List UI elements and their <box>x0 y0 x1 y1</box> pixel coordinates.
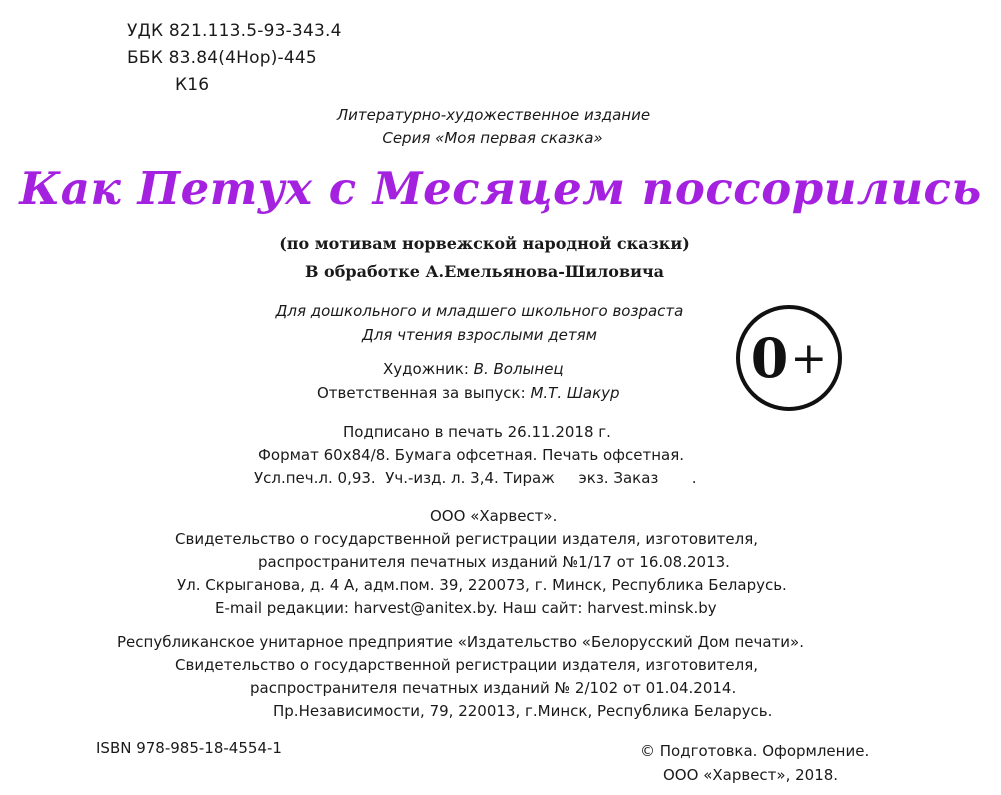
responsible-credit <box>317 382 620 405</box>
publisher-line: Свидетельство о государственной регистрации издателя, изготовителя, <box>175 530 758 548</box>
artist-name: В. Волынец <box>473 360 564 378</box>
bbk-code: ББК 83.84(4Нор)-445 <box>127 48 317 68</box>
adaptation-credit: В обработке А.Емельянова-Шиловича <box>304 262 665 281</box>
artist-credit <box>383 358 564 381</box>
age-rating-number: 0 <box>750 326 789 390</box>
publisher-line: ООО «Харвест». <box>430 507 558 525</box>
printer-line: распространителя печатных изданий № 2/102 от 01.04.2014. <box>250 679 737 697</box>
age-rating-badge <box>736 305 842 411</box>
audience-line: Для чтения взрослыми детям <box>362 326 597 344</box>
series-name: Серия «Моя первая сказка» <box>382 129 603 147</box>
udk-code: УДК 821.113.5-93-343.4 <box>127 21 342 41</box>
audience-line: Для дошкольного и младшего школьного возраста <box>275 302 684 320</box>
responsible-label: Ответственная за выпуск: <box>317 384 526 402</box>
publisher-line: E-mail редакции: harvest@anitex.by. Наш сайт: harvest.minsk.by <box>215 599 717 617</box>
book-title: Как Петух с Месяцем поссорились <box>19 162 982 215</box>
publisher-line: Ул. Скрыганова, д. 4 А, адм.пом. 39, 220073, г. Минск, Республика Беларусь. <box>177 576 787 594</box>
printer-line: Свидетельство о государственной регистрации издателя, изготовителя, <box>175 656 758 674</box>
edition-type: Литературно-художественное издание <box>336 106 651 124</box>
print-info-line: Подписано в печать 26.11.2018 г. <box>343 423 611 441</box>
copyright-line: ООО «Харвест», 2018. <box>663 766 839 784</box>
age-rating-plus: + <box>790 332 828 384</box>
printer-line: Пр.Независимости, 79, 220013, г.Минск, Республика Беларусь. <box>273 702 773 720</box>
copyright-line: © Подготовка. Оформление. <box>640 742 870 760</box>
print-info-line: Формат 60x84/8. Бумага офсетная. Печать офсетная. <box>258 446 685 464</box>
isbn: ISBN 978-985-18-4554-1 <box>96 739 282 757</box>
publisher-line: распространителя печатных изданий №1/17 от 16.08.2013. <box>258 553 730 571</box>
artist-label: Художник: <box>383 360 469 378</box>
printer-line: Республиканское унитарное предприятие «Издательство «Белорусский Дом печати». <box>117 633 804 651</box>
subtitle: (по мотивам норвежской народной сказки) <box>279 234 690 253</box>
responsible-name: М.Т. Шакур <box>530 384 620 402</box>
author-mark: К16 <box>175 75 210 95</box>
print-info-line: Усл.печ.л. 0,93. Уч.-изд. л. 3,4. Тираж экз. Заказ . <box>254 469 697 487</box>
